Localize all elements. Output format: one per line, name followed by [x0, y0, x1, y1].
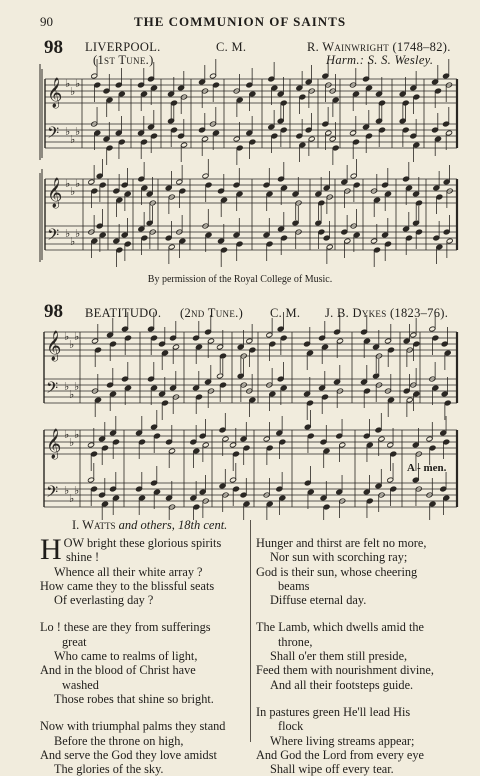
verse-line: Lo ! these are they from sufferings	[40, 620, 211, 635]
verse-line: shine !	[66, 550, 100, 565]
flat-icon: ♭	[65, 125, 71, 138]
drop-cap: H	[40, 533, 62, 566]
tune1-name: LIVERPOOL.	[85, 40, 161, 54]
flat-icon: ♭	[69, 338, 75, 351]
bass-clef-icon: 𝄢	[46, 483, 59, 505]
flat-icon: ♭	[69, 388, 75, 401]
verse-line: Before the throne on high,	[54, 733, 184, 748]
flat-icon: ♭	[69, 436, 75, 449]
tune1-composer: R. Wainwright (1748–82).	[307, 40, 451, 54]
flat-icon: ♭	[65, 77, 71, 90]
flat-icon: ♭	[75, 77, 81, 90]
flat-icon: ♭	[65, 227, 71, 240]
flat-icon: ♭	[64, 484, 70, 497]
running-head: THE COMMUNION OF SAINTS	[133, 14, 347, 29]
verse-line: washed	[62, 677, 99, 692]
verse-line: And all their footsteps guide.	[270, 677, 414, 692]
flat-icon: ♭	[69, 492, 75, 505]
verse-line: Whence all their white array ?	[54, 564, 203, 579]
stanza-gap	[256, 607, 461, 620]
flat-icon: ♭	[74, 484, 80, 497]
verse-line: Of everlasting day ?	[54, 593, 154, 608]
flat-icon: ♭	[75, 177, 81, 190]
tune1-label: (1st Tune.)	[93, 53, 154, 67]
bass-clef-icon: 𝄢	[46, 379, 59, 401]
flat-icon: ♭	[74, 330, 80, 343]
flat-icon: ♭	[74, 428, 80, 441]
tune2-name: BEATITUDO.	[85, 306, 162, 320]
verse-line: Where living streams appear;	[270, 733, 415, 748]
column-divider	[250, 520, 251, 742]
flat-icon: ♭	[64, 428, 70, 441]
stanza-gap	[40, 607, 245, 620]
flat-icon: ♭	[75, 125, 81, 138]
tune2-meter: C. M.	[270, 306, 301, 320]
flat-icon: ♭	[70, 185, 76, 198]
flat-icon: ♭	[70, 235, 76, 248]
author-extra: and others, 18th cent.	[118, 518, 228, 532]
tune1-permission: By permission of the Royal College of Music.	[147, 274, 333, 285]
verse-line: OW bright these glorious spirits	[63, 536, 222, 550]
verse-line: Shall o'er them still preside,	[270, 649, 408, 664]
hymn-author	[72, 518, 227, 533]
flat-icon: ♭	[74, 380, 80, 393]
tune1-meter: C. M.	[216, 40, 247, 54]
verse-line: Shall wipe off every tear.	[270, 762, 394, 776]
treble-clef-icon: 𝄞	[47, 78, 63, 108]
verse-line: great	[62, 634, 87, 649]
flat-icon: ♭	[64, 330, 70, 343]
verse-line: The glories of the sky.	[54, 762, 164, 776]
hymn-number-tune1: 98	[44, 37, 63, 58]
verse-line: And in the blood of Christ have	[40, 663, 196, 678]
flat-icon: ♭	[75, 227, 81, 240]
tune2-composer: J. B. Dykes (1823–76).	[325, 306, 449, 320]
verse-line: The Lamb, which dwells amid the	[256, 620, 425, 635]
verse-line: throne,	[278, 634, 313, 649]
verse-line: Nor sun with scorching ray;	[270, 550, 408, 565]
verse-line: And serve the God they love amidst	[40, 747, 217, 762]
treble-clef-icon: 𝄞	[46, 331, 62, 361]
stanza-gap	[40, 706, 245, 719]
stanza-gap	[256, 692, 461, 705]
verse-line: And God the Lord from every eye	[256, 747, 425, 762]
verse-line: Now with triumphal palms they stand	[40, 719, 226, 734]
verse-line: beams	[278, 578, 310, 593]
page-number: 90	[40, 14, 53, 29]
verse-line: Feed them with nourishment divine,	[256, 663, 434, 678]
amen-label: A - men.	[407, 462, 447, 474]
treble-clef-icon: 𝄞	[47, 178, 63, 208]
verses-column-left	[40, 533, 245, 776]
bass-clef-icon: 𝄢	[47, 124, 60, 146]
verse-line: In pastures green He'll lead His	[256, 704, 411, 719]
hymn-number-tune2: 98	[44, 301, 63, 322]
tune1-harmonizer: Harm.: S. S. Wesley.	[326, 53, 434, 67]
verses-column-right	[256, 536, 461, 776]
bass-clef-icon: 𝄢	[47, 226, 60, 248]
verse-line: Who came to realms of light,	[54, 649, 198, 664]
flat-icon: ♭	[65, 177, 71, 190]
verse-line: Those robes that shine so bright.	[54, 691, 214, 706]
author-name: I. Watts	[72, 518, 116, 532]
tune2-label: (2nd Tune.)	[180, 306, 244, 320]
verse-line: Diffuse eternal day.	[270, 593, 367, 608]
treble-clef-icon: 𝄞	[46, 429, 62, 459]
flat-icon: ♭	[64, 380, 70, 393]
verse-line: How came they to the blissful seats	[40, 578, 215, 593]
verse-line: Hunger and thirst are felt no more,	[256, 536, 427, 550]
verse-line: God is their sun, whose cheering	[256, 564, 418, 579]
flat-icon: ♭	[70, 133, 76, 146]
flat-icon: ♭	[70, 85, 76, 98]
verse-line: flock	[278, 719, 304, 734]
